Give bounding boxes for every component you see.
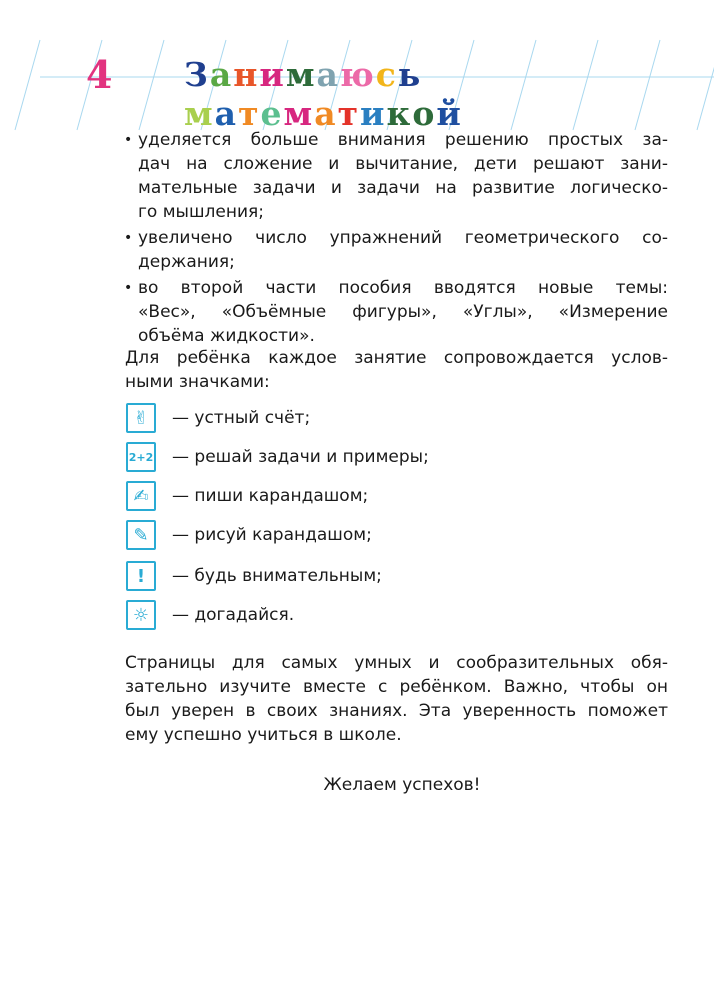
bullet-text-line: держания; (138, 252, 235, 272)
closing-line: Страницы для самых умных и сообразительных обя- (125, 653, 668, 673)
title-letter: и (360, 94, 387, 133)
exclamation-icon: ! (126, 561, 156, 591)
title-letter: а (316, 55, 340, 94)
legend-text: — решай задачи и примеры; (172, 447, 429, 467)
lightbulb-icon: ☼ (126, 600, 156, 630)
title-letter: м (184, 94, 215, 133)
intro-line: Для ребёнка каждое занятие сопровождается услов- (125, 348, 668, 368)
legend-text: — будь внимательным; (172, 566, 382, 586)
title-letter: о (412, 94, 437, 133)
title-letter: а (209, 55, 234, 94)
title-letter: м (285, 55, 317, 94)
intro-line: ными значками: (125, 372, 270, 392)
bullet-text-line: мательные задачи и задачи на развитие логическо- (138, 178, 668, 198)
title-letter: т (238, 94, 261, 133)
title-letter: е (260, 94, 284, 133)
write-pencil-icon: ✍ (126, 481, 156, 511)
bullet-text-line: во второй части пособия вводятся новые темы: (138, 278, 668, 298)
title-letter: н (233, 55, 260, 94)
closing-wish: Желаем успехов! (323, 775, 481, 795)
title-letter: ь (397, 55, 423, 94)
bullet-text-line: увеличено число упражнений геометрического со- (138, 228, 668, 248)
page-number: 4 (86, 52, 113, 97)
title-letter: а (214, 94, 239, 133)
bullet-text-line: «Вес», «Объёмные фигуры», «Углы», «Измерение (138, 302, 668, 322)
title-letter: а (314, 94, 338, 133)
title-letter: м (283, 94, 315, 133)
title-letter: З (184, 55, 210, 94)
title-letter: к (386, 94, 413, 133)
closing-line: был уверен в своих знаниях. Эта уверенность поможет (125, 701, 668, 721)
title-letter: т (337, 94, 361, 133)
bullet-marker: • (124, 230, 133, 246)
bullet-text-line: дач на сложение и вычитание, дети решают зани- (138, 154, 668, 174)
title-letter: и (259, 55, 286, 94)
closing-line: зательно изучите вместе с ребёнком. Важно, чтобы он (125, 677, 668, 697)
draw-pencil-icon: ✎ (126, 520, 156, 550)
bullet-text-line: го мышления; (138, 202, 264, 222)
title-letter: с (375, 55, 398, 94)
legend-text: — рисуй карандашом; (172, 525, 372, 545)
bullet-text-line: уделяется больше внимания решению простых за- (138, 130, 668, 150)
legend-text: — догадайся. (172, 605, 295, 625)
title-letter: ю (339, 55, 376, 94)
title-letter: й (436, 94, 463, 133)
legend-text: — устный счёт; (172, 408, 311, 428)
hand-counting-icon: ✌ (126, 403, 156, 433)
legend-text: — пиши карандашом; (172, 486, 369, 506)
bullet-text-line: объёма жидкости». (138, 326, 315, 346)
closing-line: ему успешно учиться в школе. (125, 725, 402, 745)
page-title (184, 55, 714, 133)
two-plus-two-icon: 2+2 (126, 442, 156, 472)
bullet-marker: • (124, 132, 133, 148)
bullet-marker: • (124, 280, 133, 296)
